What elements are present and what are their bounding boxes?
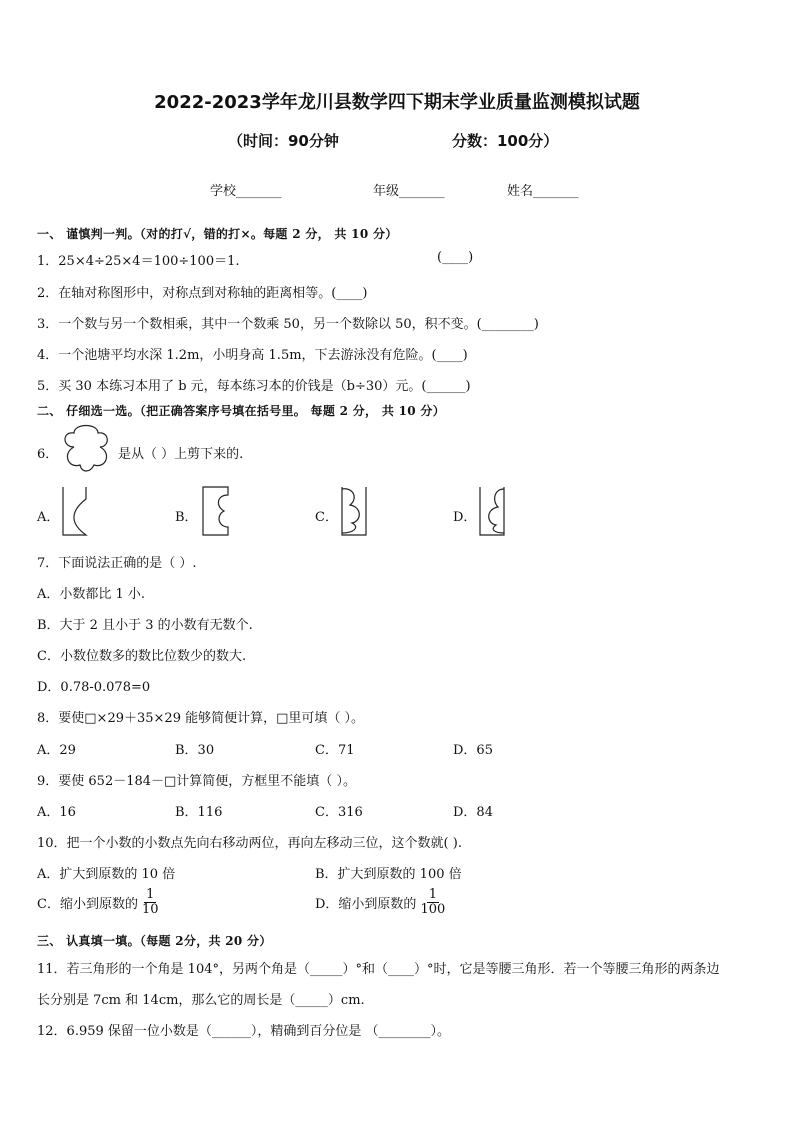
q6-option-d-figure-icon: [478, 485, 514, 537]
question-1: 1．25×4÷25×4＝100÷100＝1.: [37, 254, 240, 269]
q6-option-a-figure-icon: [62, 485, 98, 537]
exam-score: 分数：100分）: [452, 132, 559, 150]
q8-option-a: A．29: [37, 743, 76, 758]
section-2-heading: 二、 仔细选一选。（把正确答案序号填在括号里。 每题 2 分， 共 10 分）: [37, 404, 445, 418]
q9-option-b: B．116: [175, 805, 223, 820]
fraction-numerator: 1: [146, 887, 155, 902]
question-8: 8．要使□×29＋35×29 能够简便计算，□里可填（ ）。: [37, 711, 365, 726]
question-10: 10．把一个小数的小数点先向右移动两位，再向左移动三位，这个数就( ).: [37, 836, 462, 851]
q6-option-c-figure-icon: [340, 485, 376, 537]
name-field: 姓名_______: [507, 184, 579, 199]
q8-option-d: D．65: [453, 743, 493, 758]
fraction-one-hundredth: [418, 888, 447, 918]
question-1-blank: (____): [437, 250, 474, 265]
q6-option-c-label: C．: [315, 510, 338, 525]
q10-option-a: A．扩大到原数的 10 倍: [37, 867, 176, 882]
q6-option-b-figure-icon: [202, 485, 238, 537]
school-field: 学校_______: [210, 184, 282, 199]
question-11-line-1: 11．若三角形的一个角是 104°，另两个角是（_____）°和（____）°时，它是等腰三角形．若一个等腰三角形的两条边: [37, 962, 720, 977]
q10-option-d-text: D．缩小到原数的: [315, 897, 417, 913]
fraction-denominator: 100: [420, 902, 446, 918]
fraction-denominator: 10: [141, 902, 159, 918]
question-9: 9．要使 652－184－□计算简便，方框里不能填（ ）。: [37, 774, 356, 789]
q7-option-b: B．大于 2 且小于 3 的小数有无数个.: [37, 618, 253, 633]
question-2: 2．在轴对称图形中，对称点到对称轴的距离相等。(____): [37, 286, 368, 301]
exam-time: （时间：90分钟: [228, 132, 339, 150]
section-1-heading: 一、 谨慎判一判。（对的打√，错的打×。每题 2 分， 共 10 分）: [37, 227, 398, 241]
q6-option-a-label: A．: [37, 510, 60, 525]
q7-option-d: D．0.78-0.078=0: [37, 680, 151, 695]
q10-option-c-text: C．缩小到原数的: [37, 897, 138, 913]
question-7: 7．下面说法正确的是（ ）.: [37, 556, 197, 571]
q6-option-d-label: D．: [453, 510, 477, 525]
question-6-number: 6．: [37, 447, 59, 462]
question-5: 5．买 30 本练习本用了 b 元，每本练习本的价钱是（b÷30）元。(______): [37, 379, 471, 394]
question-11-line-2: 长分别是 7cm 和 14cm，那么它的周长是（_____）cm.: [37, 993, 365, 1008]
q9-option-c: C．316: [315, 805, 363, 820]
grade-field: 年级_______: [373, 184, 445, 199]
q7-option-a: A．小数都比 1 小.: [37, 587, 146, 602]
page-title: 2022-2023学年龙川县数学四下期末学业质量监测模拟试题: [154, 92, 640, 113]
q10-option-c: [37, 888, 161, 918]
fraction-numerator: 1: [428, 887, 437, 902]
q6-option-b-label: B．: [175, 510, 198, 525]
question-12: 12．6.959 保留一位小数是（______），精确到百分位是 （________）。: [37, 1024, 451, 1039]
q8-option-c: C．71: [315, 743, 355, 758]
q9-option-d: D．84: [453, 805, 493, 820]
q8-option-b: B．30: [175, 743, 215, 758]
fraction-one-tenth: [140, 888, 161, 918]
q7-option-c: C．小数位数多的数比位数少的数大.: [37, 649, 247, 664]
question-3: 3．一个数与另一个数相乘，其中一个数乘 50，另一个数除以 50，积不变。(________): [37, 317, 539, 332]
q10-option-d: [315, 888, 447, 918]
q10-option-b: B．扩大到原数的 100 倍: [315, 867, 462, 882]
question-6: 是从（ ）上剪下来的.: [118, 447, 244, 462]
clover-shape-icon: [60, 425, 115, 475]
q9-option-a: A．16: [37, 805, 76, 820]
question-4: 4．一个池塘平均水深 1.2m，小明身高 1.5m，下去游泳没有危险。(____): [37, 348, 468, 363]
section-3-heading: 三、 认真填一填。（每题 2分，共 20 分）: [37, 934, 272, 948]
